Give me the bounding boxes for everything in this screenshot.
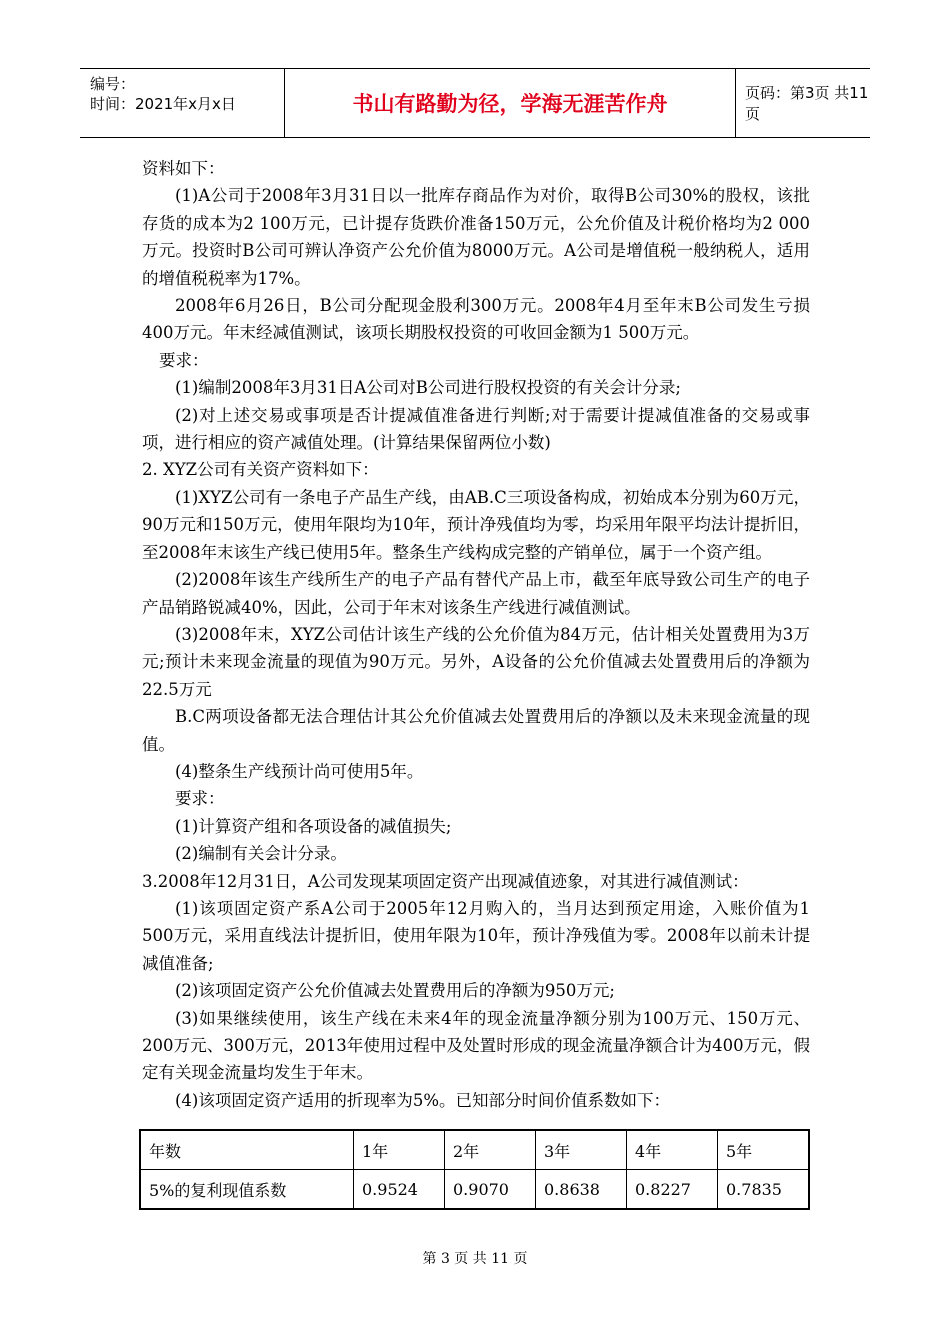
paragraph: (2)编制有关会计分录。 bbox=[175, 844, 347, 864]
paragraph: 要求： bbox=[175, 789, 225, 809]
paragraph: B.C两项设备都无法合理估计其公允价值减去处置费用后的净额以及未来现金流量的现值。 bbox=[142, 707, 810, 754]
serial-label: 编号： bbox=[90, 75, 136, 93]
table-cell: 0.8638 bbox=[536, 1170, 627, 1209]
paragraph: (1)编制2008年3月31日A公司对B公司进行股权投资的有关会计分录; bbox=[175, 378, 681, 398]
table-cell: 2年 bbox=[445, 1131, 536, 1170]
table-cell: 0.8227 bbox=[627, 1170, 718, 1209]
table-row bbox=[141, 1170, 809, 1209]
paragraph: 3.2008年12月31日，A公司发现某项固定资产出现减值迹象，对其进行减值测试： bbox=[142, 871, 749, 891]
header-page-info: 页码：第3页 共11页 bbox=[745, 84, 869, 123]
time-value-table bbox=[140, 1130, 809, 1209]
document-body bbox=[142, 155, 810, 1114]
time-label: 时间：2021年x月x日 bbox=[90, 95, 236, 113]
paragraph: (1)该项固定资产系A公司于2005年12月购入的，当月达到预定用途，入账价值为1 500万元，采用直线法计提折旧，使用年限为10年，预计净残值为零。2008年以前未计提减值准备; bbox=[142, 898, 810, 973]
paragraph: (2)2008年该生产线所生产的电子产品有替代产品上市，截至年底导致公司生产的电子产品销路锐减40%，因此，公司于年末对该条生产线进行减值测试。 bbox=[142, 570, 810, 617]
table-cell: 5年 bbox=[718, 1131, 809, 1170]
table-cell: 4年 bbox=[627, 1131, 718, 1170]
table-cell: 1年 bbox=[354, 1131, 445, 1170]
paragraph: 2008年6月26日，B公司分配现金股利300万元。2008年4月至年末B公司发生亏损400万元。年末经减值测试，该项长期股权投资的可收回金额为1 500万元。 bbox=[142, 296, 810, 343]
header-motto: 书山有路勤为径，学海无涯苦作舟 bbox=[285, 69, 736, 137]
paragraph: 要求： bbox=[159, 350, 209, 370]
paragraph: (2)该项固定资产公允价值减去处置费用后的净额为950万元; bbox=[175, 981, 615, 1001]
table-cell: 0.9070 bbox=[445, 1170, 536, 1209]
table-cell: 0.7835 bbox=[718, 1170, 809, 1209]
paragraph: (4)该项固定资产适用的折现率为5%。已知部分时间价值系数如下： bbox=[175, 1090, 671, 1110]
table-cell: 年数 bbox=[141, 1131, 354, 1170]
paragraph: (2)对上述交易或事项是否计提减值准备进行判断;对于需要计提减值准备的交易或事项，进行相应的资产减值处理。(计算结果保留两位小数) bbox=[142, 405, 810, 453]
table-cell: 0.9524 bbox=[354, 1170, 445, 1209]
table-cell: 5%的复利现值系数 bbox=[141, 1170, 354, 1209]
paragraph: 资料如下： bbox=[142, 159, 225, 178]
page-header bbox=[80, 68, 870, 138]
paragraph: (3)如果继续使用，该生产线在未来4年的现金流量净额分别为100万元、150万元、200万元、300万元，2013年使用过程中及处置时形成的现金流量净额合计为400万元，假定有关现金流量均发生于年末。 bbox=[142, 1008, 810, 1083]
table-cell: 3年 bbox=[536, 1131, 627, 1170]
page-footer: 第 3 页 共 11 页 bbox=[422, 1251, 528, 1267]
paragraph: (3)2008年末，XYZ公司估计该生产线的公允价值为84万元，估计相关处置费用为3万元;预计未来现金流量的现值为90万元。另外，A设备的公允价值减去处置费用后的净额为22.5万元 bbox=[142, 624, 810, 699]
paragraph: (4)整条生产线预计尚可使用5年。 bbox=[175, 761, 424, 781]
paragraph: (1)XYZ公司有一条电子产品生产线，由AB.C三项设备构成，初始成本分别为60万元，90万元和150万元，使用年限均为10年，预计净残值均为零，均采用年限平均法计提折旧，至2008年末该生产线已使用5年。整条生产线构成完整的产销单位，属于一个资产组。 bbox=[142, 487, 810, 562]
paragraph: (1)A公司于2008年3月31日以一批库存商品作为对价，取得B公司30%的股权，该批存货的成本为2 100万元，已计提存货跌价准备150万元，公允价值及计税价格均为2 000万元。投资时B公司可辨认净资产公允价值为8000万元。A公司是增值税一般纳税人，适用的增值税税率为17%。 bbox=[142, 186, 810, 288]
paragraph: 2. XYZ公司有关资产资料如下： bbox=[142, 460, 379, 480]
table-header-row bbox=[141, 1131, 809, 1170]
header-meta-cell bbox=[80, 69, 285, 137]
paragraph: (1)计算资产组和各项设备的减值损失; bbox=[175, 816, 452, 836]
